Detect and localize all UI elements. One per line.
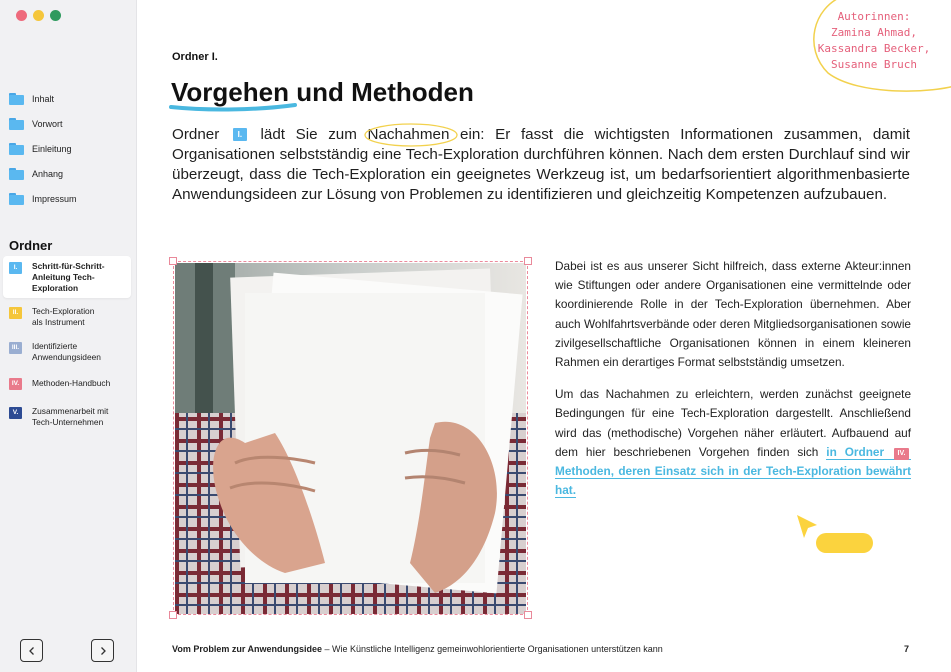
- body-text: Um das Nachahmen zu erleichtern, werden zunächst geeignete Bedingungen für eine Tech-Exploration dargestellt. Anschließend wird das (methodische) Vorgehen näher erläutert. Aufbauend auf dem hier beschriebenen Vorgehen finden sich: [555, 387, 911, 459]
- title-underline-stroke: [169, 101, 299, 113]
- ordner-item-label: [32, 306, 94, 328]
- folder-icon: [9, 143, 24, 155]
- circled-word: [368, 125, 450, 145]
- chevron-right-icon: [98, 646, 108, 656]
- intro-text: lädt Sie zum: [260, 126, 368, 143]
- ordner-item-4[interactable]: [3, 370, 131, 398]
- highlight-pill: [816, 533, 873, 553]
- label-line: Tech-Unternehmen: [32, 417, 104, 427]
- label-line: Anleitung Tech-: [32, 271, 95, 282]
- label-line: als Instrument: [32, 317, 85, 327]
- previous-page-button[interactable]: [20, 639, 43, 662]
- resize-handle-bottom-right[interactable]: [524, 611, 532, 619]
- intro-text: Ordner: [172, 126, 220, 143]
- body-paragraph: [555, 385, 911, 500]
- ordner-item-2[interactable]: [3, 301, 131, 333]
- link-text: Methoden, deren Einsatz sich in der Tech-Exploration bewährt hat.: [555, 464, 911, 498]
- ordner-badge: IV.: [9, 378, 22, 390]
- ordner-badge-inline: I.: [233, 128, 247, 141]
- authors-note-line: Zamina Ahmad,: [830, 26, 918, 39]
- page-number: 7: [904, 644, 910, 654]
- intro-text: ein: Er fasst die wichtigsten Informationen zusammen, damit Organisationen selbstständig eine Tech-Exploration durchführen können. Nach dem ersten Durchlauf sind wir überzeugt, dass die Tech-Exploration ein geeignetes Werkzeug ist, um bedarfsorientiert algorithmenbasierte Anwendungsideen zur Lösung von Problemen zu identifizieren und gleichzeitig Kompetenzen aufzubauen.: [172, 126, 910, 203]
- resize-handle-bottom-left[interactable]: [169, 611, 177, 619]
- ordner-item-label: [32, 341, 101, 363]
- sidebar-item-anhang[interactable]: [9, 161, 133, 186]
- sidebar: [0, 0, 137, 672]
- section-label: Ordner I.: [172, 51, 218, 63]
- sidebar-item-label: Impressum: [32, 193, 77, 204]
- window-controls: [16, 10, 61, 21]
- hand-circle-drawing: [364, 121, 464, 149]
- resize-handle-top-left[interactable]: [169, 257, 177, 265]
- ordner-item-5[interactable]: [3, 401, 131, 433]
- sidebar-item-label: Vorwort: [32, 118, 63, 129]
- sidebar-item-inhalt[interactable]: [9, 86, 133, 111]
- ordner-badge: I.: [9, 262, 22, 274]
- ordner-list: [3, 256, 131, 436]
- authors-note-line: Autorinnen:: [837, 10, 911, 23]
- intro-paragraph: [172, 125, 910, 205]
- ordner-item-1[interactable]: [3, 256, 131, 298]
- folder-icon: [9, 193, 24, 205]
- sidebar-nav: [9, 86, 133, 211]
- next-page-button[interactable]: [91, 639, 114, 662]
- minimize-window-button[interactable]: [33, 10, 44, 21]
- label-line: Anwendungsideen: [32, 351, 101, 362]
- sidebar-item-vorwort[interactable]: [9, 111, 133, 136]
- footer-title: Vom Problem zur Anwendungsidee: [172, 644, 323, 654]
- page-footer: [172, 644, 663, 654]
- label-line: Tech-Exploration: [32, 306, 95, 317]
- authors-note-line: Susanne Bruch: [830, 58, 918, 71]
- label-line: Identifizierte: [32, 340, 78, 351]
- sidebar-item-label: Anhang: [32, 168, 64, 179]
- image-selection-frame[interactable]: [173, 261, 528, 615]
- label-line: Exploration: [32, 282, 79, 293]
- ordner-badge: III.: [9, 342, 22, 354]
- ordner-badge: II.: [9, 307, 22, 319]
- label-line: Zusammenarbeit mit: [32, 406, 109, 417]
- ordner-item-label: [32, 406, 108, 428]
- chevron-left-icon: [27, 646, 37, 656]
- label-line: Methoden-Handbuch: [32, 378, 111, 389]
- ordner-item-3[interactable]: [3, 336, 131, 368]
- title-rest: und Methoden: [288, 77, 474, 107]
- photo-illustration: [175, 263, 526, 614]
- photo-hands-holding-paper: [175, 263, 526, 614]
- body-column: [555, 257, 911, 513]
- maximize-window-button[interactable]: [50, 10, 61, 21]
- body-paragraph: Dabei ist es aus unserer Sicht hilfreich, dass externe Akteur:innen wie Stiftungen oder andere Organisationen eine vermittelnde oder koordinierende Rolle in der Tech-Exploration übernehmen. Aber auch Wohlfahrtsverbände oder deren Mitgliedsorganisationen sowie zivilgesellschaftliche Organisationen können in einem kleineren Rahmen ein derartiges Format selbstständig umsetzen.: [555, 259, 911, 370]
- authors-note: [803, 9, 945, 73]
- ordner-heading: Ordner: [9, 238, 53, 253]
- ordner-badge-inline: IV.: [894, 448, 909, 460]
- footer-subtitle: – Wie Künstliche Intelligenz gemeinwohlorientierte Organisationen unterstützen kann: [322, 644, 663, 654]
- folder-icon: [9, 168, 24, 180]
- authors-note-line: Kassandra Becker,: [817, 42, 931, 55]
- sidebar-item-impressum[interactable]: [9, 186, 133, 211]
- circled-word-text: Nachahmen: [367, 126, 450, 143]
- sidebar-item-label: Inhalt: [32, 93, 55, 104]
- link-text: in Ordner: [826, 444, 885, 459]
- ordner-item-label: [32, 261, 105, 293]
- page-content: [137, 0, 951, 672]
- sidebar-item-label: Einleitung: [32, 143, 72, 154]
- folder-icon: [9, 118, 24, 130]
- close-window-button[interactable]: [16, 10, 27, 21]
- folder-icon: [9, 93, 24, 105]
- sidebar-item-einleitung[interactable]: [9, 136, 133, 161]
- ordner-badge: V.: [9, 407, 22, 419]
- title-highlight-word: Vorgehen: [171, 77, 289, 107]
- label-line: Schritt-für-Schritt-: [32, 261, 105, 271]
- resize-handle-top-right[interactable]: [524, 257, 532, 265]
- ordner-item-label: [32, 378, 110, 389]
